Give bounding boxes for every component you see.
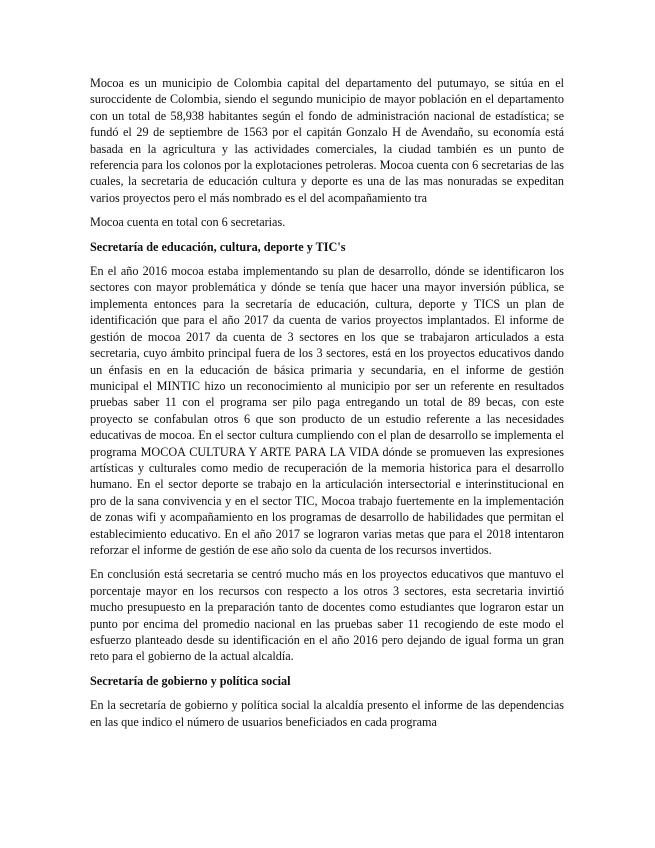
document-page (90, 75, 564, 738)
education-paragraph-2: En conclusión está secretaria se centró mucho más en los proyectos educativos que mantuvo el porcentaje mayor en los recursos con respecto a los otros 3 sectores, esta secretaria invirtió mucho presupuesto en la preparación tanto de docentes como estudiantes que lograron estar un punto por encima del promedio nacional en las pruebas saber 11 recogiendo de este modo el esfuerzo planteado desde su identificación en el año 2016 pero dejando de igual forma un gran reto para el gobierno de la actual alcaldía. (90, 567, 564, 664)
count-sentence: Mocoa cuenta en total con 6 secretarias. (90, 215, 286, 230)
government-paragraph-1: En la secretaría de gobierno y política social la alcaldía presento el informe de las dependencias en las que indico el número de usuarios beneficiados en cada programa (90, 698, 564, 729)
education-paragraph-1: En el año 2016 mocoa estaba implementando su plan de desarrollo, dónde se identificaron los sectores con mayor problemática y dónde se tenía que hacer una mayor inversión pública, se implementa entonces para la secretaría de educación, cultura, deporte y TICS un plan de identificación que para el año 2017 da cuenta de varios proyectos implantados. El informe de gestión de mocoa 2017 da cuenta de 3 sectores en los que se trabajaron articulados a esta secretaria, cuyo ámbito principal fuera de los 3 sectores, está en los proyectos educativos dando un énfasis en en la educación de básica primaria y secundaria, en el informe de gestión municipal el MINTIC hizo un reconocimiento al municipio por ser un referente en resultados pruebas saber 11 con el programa ser pilo paga entregando un total de 89 becas, con este proyecto se confabulan otros 6 que son producto de un estudio referente a las necesidades educativas de mocoa. En el sector cultura cumpliendo con el plan de desarrollo se implementa el programa MOCOA CULTURA Y ARTE PARA LA VIDA dónde se promueven las expresiones artísticas y culturales como medio de recuperación de la memoria historica para el desarrollo humano. En el sector deporte se trabajo en la articulación intersectorial e interinstitucional en pro de la sana convivencia y en el sector TIC, Mocoa trabajo fuertemente en la implementación de zonas wifi y acompañamiento en los programas de desarrollo de habilidades que permitan el establecimiento educativo. En el año 2017 se lograron varias metas que para el 2018 intentaron reforzar el informe de gestión de ese año solo da cuenta de los recursos invertidos. (90, 264, 564, 557)
intro-paragraph: Mocoa es un municipio de Colombia capital del departamento del putumayo, se sitúa en el suroccidente de Colombia, siendo el segundo municipio de mayor población en el departamento con un total de 58,938 habitantes según el fondo de administración nacional de estadística; se fundó el 29 de septiembre de 1563 por el capitán Gonzalo H de Avendaño, su economía está basada en la agricultura y las actividades comerciales, la ciudad también es un punto de referencia para los colonos por la explotaciones petroleras. Mocoa cuenta con 6 secretarias de las cuales, la secretaria de educación cultura y deporte es una de las mas nonuradas se expeditan varios proyectos pero el más nombrado es el del acompañamiento tra (90, 76, 564, 205)
section-heading-government: Secretaría de gobierno y política social (90, 673, 291, 688)
section-heading-education: Secretaría de educación, cultura, deporte y TIC's (90, 239, 346, 254)
